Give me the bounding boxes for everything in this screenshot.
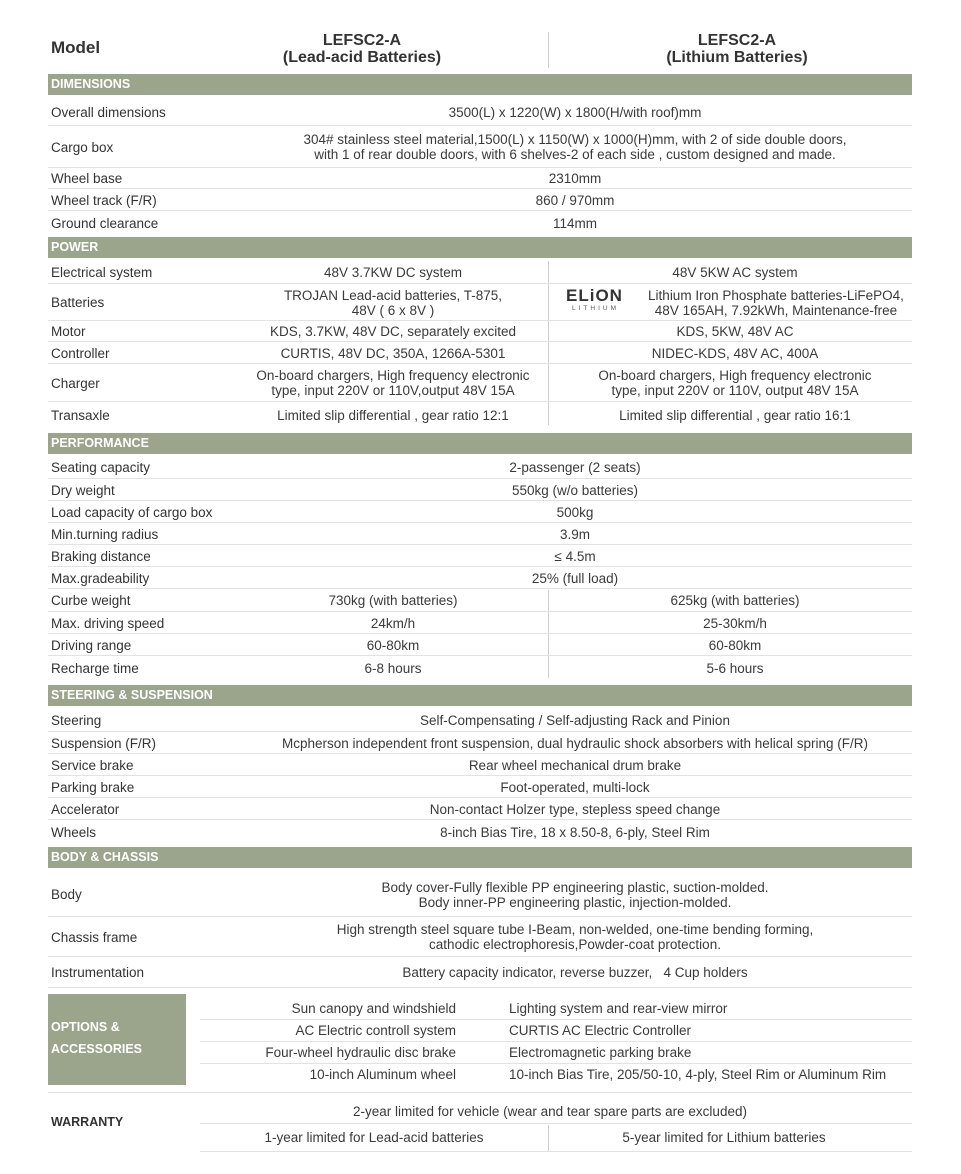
spec-row xyxy=(48,502,912,523)
spec-value-line: On-board chargers, High frequency electronic xyxy=(256,368,530,383)
spec-value-lead: 730kg (with batteries) xyxy=(328,593,458,608)
spec-value-lead: 48V 3.7KW DC system xyxy=(323,264,463,280)
spec-label: Max.gradeability xyxy=(51,570,150,586)
spec-label: Accelerator xyxy=(51,801,120,817)
spec-label: Body xyxy=(51,887,82,902)
spec-label: Wheels xyxy=(51,824,97,840)
spec-value-line: Body inner-PP engineering plastic, injection-molded. xyxy=(418,894,732,910)
spec-value-lead: 60-80km xyxy=(366,637,420,653)
spec-label: Seating capacity xyxy=(51,460,151,475)
spec-row xyxy=(48,958,912,988)
spec-label: Cargo box xyxy=(51,139,114,155)
spec-value: Rear wheel mechanical drum brake xyxy=(468,757,682,773)
elion-logo-text: ELiON xyxy=(566,286,623,305)
spec-label: Controller xyxy=(51,345,110,361)
spec-row xyxy=(48,568,912,589)
column-header-model: LEFSC2-A xyxy=(322,32,402,49)
spec-value-lithium: Limited slip differential , gear ratio 16:1 xyxy=(619,408,851,423)
spec-row xyxy=(48,457,912,479)
warranty-divider xyxy=(48,1092,912,1093)
spec-row xyxy=(48,733,912,754)
spec-row xyxy=(48,799,912,820)
option-left: Four-wheel hydraulic disc brake xyxy=(265,1045,456,1060)
section-band-performance: PERFORMANCE xyxy=(48,433,912,454)
spec-row xyxy=(48,524,912,545)
spec-value xyxy=(238,873,912,916)
spec-row xyxy=(48,590,912,612)
option-row xyxy=(200,1020,912,1042)
option-right: 10-inch Bias Tire, 205/50-10, 4-ply, Steel Rim or Aluminum Rim xyxy=(509,1067,887,1082)
spec-row xyxy=(48,261,912,284)
spec-value-lithium: 5-6 hours xyxy=(706,660,764,676)
spec-value: 3500(L) x 1220(W) x 1800(H/with roof)mm xyxy=(448,105,702,120)
spec-label: Service brake xyxy=(51,757,134,773)
spec-row xyxy=(48,127,912,168)
column-header-variant: (Lithium Batteries) xyxy=(666,49,808,66)
spec-value-lead: KDS, 3.7KW, 48V DC, separately excited xyxy=(269,324,517,339)
warranty-vehicle: 2-year limited for vehicle (wear and tear spare parts are excluded) xyxy=(353,1104,747,1119)
spec-value-line: 48V ( 6 x 8V ) xyxy=(351,302,435,318)
spec-value-lead: CURTIS, 48V DC, 350A, 1266A-5301 xyxy=(280,345,506,361)
spec-label: Wheel track (F/R) xyxy=(51,192,157,208)
spec-value: 500kg xyxy=(556,504,594,520)
section-band-options xyxy=(48,994,186,1085)
column-header-lithium xyxy=(572,32,902,66)
spec-value-line: type, input 220V or 110V, output 48V 15A xyxy=(611,383,859,398)
spec-value: 114mm xyxy=(552,215,597,231)
column-header-model: LEFSC2-A xyxy=(697,32,777,49)
option-left: 10-inch Aluminum wheel xyxy=(309,1067,456,1082)
option-row xyxy=(200,1042,912,1064)
spec-label: Wheel base xyxy=(51,171,123,186)
spec-label: Min.turning radius xyxy=(51,526,159,542)
spec-row xyxy=(48,709,912,732)
spec-value-lead xyxy=(238,365,548,401)
spec-value: 860 / 970mm xyxy=(535,192,615,208)
option-row xyxy=(200,1064,912,1086)
spec-value: 550kg (w/o batteries) xyxy=(511,482,639,498)
spec-value: ≤ 4.5m xyxy=(554,548,596,564)
spec-value-line: with 1 of rear double doors, with 6 shelves-2 of each side , custom designed and made. xyxy=(314,147,836,162)
spec-value-line: On-board chargers, High frequency electronic xyxy=(598,368,872,383)
spec-label: Electrical system xyxy=(51,264,153,280)
spec-value: Mcpherson independent front suspension, dual hydraulic shock absorbers with helical spring (F/R) xyxy=(281,735,869,751)
option-right: CURTIS AC Electric Controller xyxy=(509,1023,692,1038)
spec-row xyxy=(48,343,912,364)
spec-value-line: TROJAN Lead-acid batteries, T-875, xyxy=(283,287,503,303)
spec-row xyxy=(48,821,912,843)
column-divider xyxy=(548,32,549,68)
spec-label: Transaxle xyxy=(51,408,110,423)
warranty-lithium: 5-year limited for Lithium batteries xyxy=(622,1130,826,1145)
spec-value-lead: 24km/h xyxy=(370,615,416,631)
spec-value-lithium: 25-30km/h xyxy=(703,615,767,631)
spec-value: 3.9m xyxy=(559,526,590,542)
spec-row xyxy=(48,365,912,402)
options-title-line: ACCESSORIES xyxy=(51,1042,142,1056)
spec-row xyxy=(48,480,912,501)
spec-value-lithium: NIDEC-KDS, 48V AC, 400A xyxy=(651,345,819,361)
spec-value-line: 304# stainless steel material,1500(L) x 1150(W) x 1000(H)mm, with 2 of side double doors, xyxy=(303,132,847,147)
spec-value-line: type, input 220V or 110V,output 48V 15A xyxy=(271,383,515,398)
spec-row xyxy=(48,169,912,189)
spec-label: Driving range xyxy=(51,637,132,653)
spec-value: 8-inch Bias Tire, 18 x 8.50-8, 6-ply, Steel Rim xyxy=(440,824,710,840)
option-row xyxy=(200,998,912,1020)
section-band-body: BODY & CHASSIS xyxy=(48,847,912,868)
spec-label: Steering xyxy=(51,712,102,728)
spec-value-lithium: 625kg (with batteries) xyxy=(670,593,800,608)
spec-label: Charger xyxy=(51,375,100,391)
spec-row xyxy=(48,755,912,776)
warranty-lead-acid: 1-year limited for Lead-acid batteries xyxy=(264,1130,484,1145)
spec-label: Chassis frame xyxy=(51,929,138,945)
option-left: AC Electric controll system xyxy=(295,1023,456,1038)
spec-label: Recharge time xyxy=(51,660,139,676)
spec-value-line: Lithium Iron Phosphate batteries-LiFePO4, xyxy=(648,287,904,303)
spec-row xyxy=(48,657,912,679)
spec-row xyxy=(48,322,912,342)
spec-label: Curbe weight xyxy=(51,593,131,608)
spec-value-lithium: 48V 5KW AC system xyxy=(672,264,798,280)
spec-value: Non-contact Holzer type, stepless speed change xyxy=(429,801,721,817)
spec-value-lithium: KDS, 5KW, 48V AC xyxy=(676,324,794,339)
spec-row xyxy=(48,873,912,917)
spec-value: 2310mm xyxy=(548,171,602,186)
spec-value-line: Body cover-Fully flexible PP engineering plastic, suction-molded. xyxy=(381,879,769,895)
spec-value xyxy=(238,127,912,167)
spec-label: Load capacity of cargo box xyxy=(51,504,213,520)
section-band-power: POWER xyxy=(48,237,912,258)
spec-value-lead: Limited slip differential , gear ratio 12:1 xyxy=(277,408,509,423)
column-header-variant: (Lead-acid Batteries) xyxy=(282,49,442,66)
spec-label: Instrumentation xyxy=(51,965,145,980)
spec-value-line: High strength steel square tube I-Beam, non-welded, one-time bending forming, xyxy=(336,922,814,937)
spec-value-line: cathodic electrophoresis,Powder-coat protection. xyxy=(429,937,721,952)
model-heading: Model xyxy=(51,38,101,57)
spec-value: Foot-operated, multi-lock xyxy=(500,779,650,795)
elion-lithium-logo xyxy=(566,287,632,313)
warranty-title: WARRANTY xyxy=(51,1115,124,1129)
spec-row xyxy=(48,190,912,211)
spec-value: 2-passenger (2 seats) xyxy=(509,460,641,475)
section-band-dimensions: DIMENSIONS xyxy=(48,74,912,95)
spec-row xyxy=(48,403,912,428)
options-title-line: OPTIONS & xyxy=(51,1020,120,1034)
spec-value: Battery capacity indicator, reverse buzzer, 4 Cup holders xyxy=(402,965,748,980)
option-left: Sun canopy and windshield xyxy=(291,1001,456,1016)
spec-row xyxy=(48,635,912,656)
spec-label: Suspension (F/R) xyxy=(51,735,157,751)
spec-row xyxy=(48,546,912,567)
option-right: Electromagnetic parking brake xyxy=(509,1045,692,1060)
spec-value-lead: 6-8 hours xyxy=(364,660,422,676)
spec-row xyxy=(48,918,912,957)
spec-value-line: 48V 165AH, 7.92kWh, Maintenance-free xyxy=(654,302,898,318)
spec-label: Dry weight xyxy=(51,482,115,498)
spec-row xyxy=(48,777,912,798)
spec-value: Self-Compensating / Self-adjusting Rack and Pinion xyxy=(420,712,730,728)
spec-label: Motor xyxy=(51,324,86,339)
spec-label: Overall dimensions xyxy=(51,105,166,120)
spec-label: Max. driving speed xyxy=(51,615,165,631)
column-header-lead-acid xyxy=(197,32,527,66)
spec-label: Parking brake xyxy=(51,779,135,795)
elion-logo-subtext: LITHIUM xyxy=(572,305,619,312)
spec-value xyxy=(238,918,912,956)
spec-label: Ground clearance xyxy=(51,215,159,231)
spec-label: Braking distance xyxy=(51,548,151,564)
spec-value-lithium xyxy=(640,285,912,320)
option-right: Lighting system and rear-view mirror xyxy=(509,1001,728,1016)
spec-value-lead xyxy=(238,285,548,320)
spec-value: 25% (full load) xyxy=(531,570,619,586)
warranty-vehicle-row xyxy=(200,1100,912,1124)
warranty-battery-row xyxy=(200,1125,912,1152)
spec-label: Batteries xyxy=(51,295,105,310)
spec-value-lithium: 60-80km xyxy=(708,637,762,653)
spec-row xyxy=(48,285,912,321)
spec-row xyxy=(48,212,912,234)
spec-value-lithium xyxy=(558,365,912,401)
spec-row xyxy=(48,100,912,126)
spec-row xyxy=(48,613,912,634)
section-band-steering: STEERING & SUSPENSION xyxy=(48,685,912,706)
